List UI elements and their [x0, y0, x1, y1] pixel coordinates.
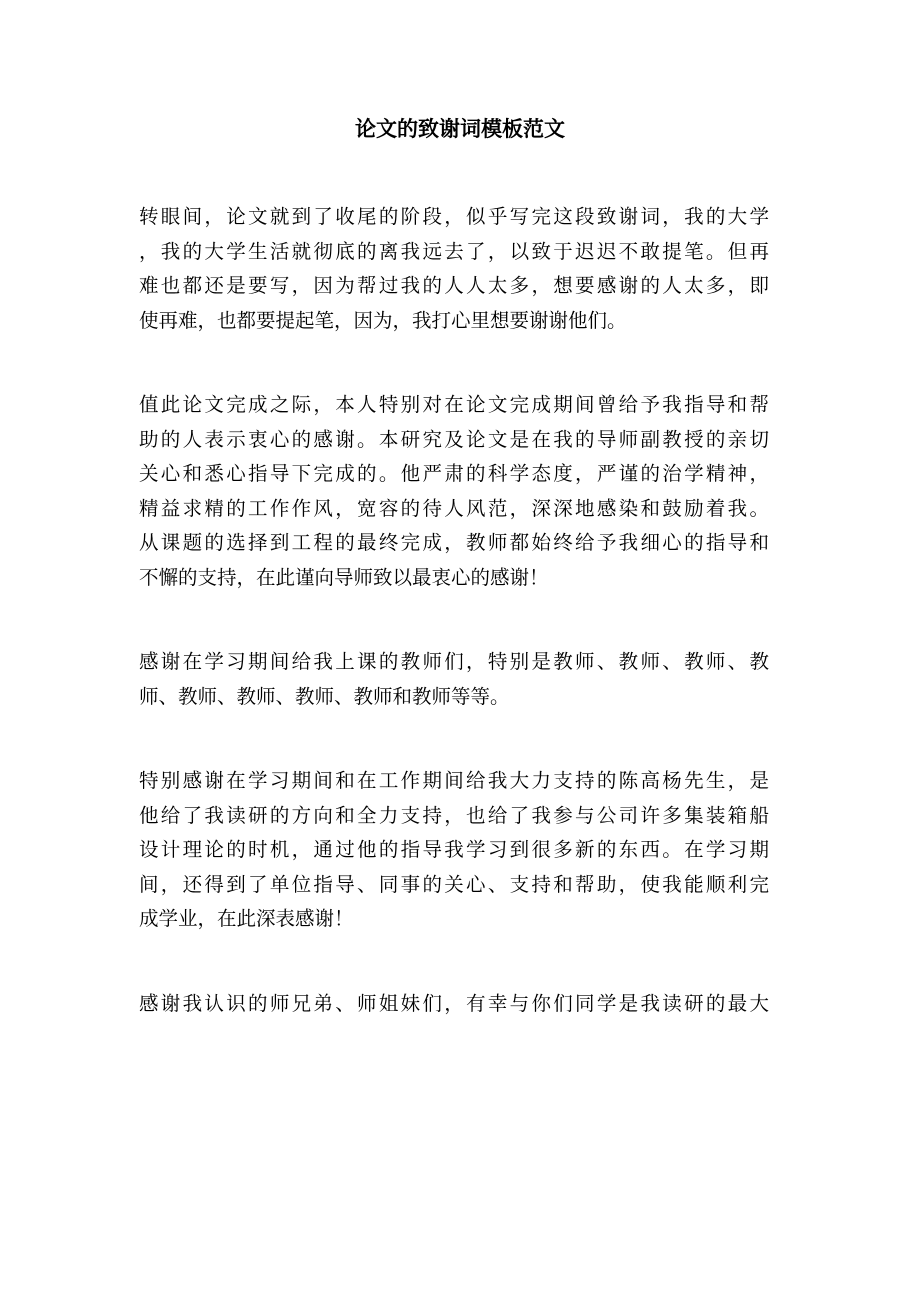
text-line: 助的人表示衷心的感谢。本研究及论文是在我的导师副教授的亲切: [139, 427, 769, 451]
text-line: 他给了我读研的方向和全力支持，也给了我参与公司许多集装箱船: [139, 803, 769, 827]
text-line: 关心和悉心指导下完成的。他严肃的科学态度，严谨的治学精神，: [139, 462, 769, 485]
paragraph-2: [139, 388, 769, 595]
document-title: 论文的致谢词模板范文: [355, 116, 565, 141]
text-line: 转眼间，论文就到了收尾的阶段，似乎写完这段致谢词，我的大学: [139, 205, 769, 228]
text-line: 值此论文完成之际，本人特别对在论文完成期间曾给予我指导和帮: [139, 393, 769, 416]
text-line: 间，还得到了单位指导、同事的关心、支持和帮助，使我能顺利完: [139, 872, 769, 896]
text-line: 使再难，也都要提起笔，因为，我打心里想要谢谢他们。: [139, 308, 627, 332]
text-line: 不懈的支持，在此谨向导师致以最衷心的感谢！: [139, 565, 549, 589]
paragraph-1: [139, 200, 769, 338]
text-line: 从课题的选择到工程的最终完成，教师都始终给予我细心的指导和: [139, 531, 769, 554]
text-line: ，我的大学生活就彻底的离我远去了，以致于迟迟不敢提笔。但再: [139, 239, 769, 263]
paragraph-5: [139, 987, 769, 1022]
text-line: 感谢我认识的师兄弟、师姐妹们，有幸与你们同学是我读研的最大: [139, 991, 769, 1015]
text-line: 成学业，在此深表感谢！: [139, 907, 354, 930]
paragraph-4: [139, 764, 769, 937]
text-line: 师、教师、教师、教师、教师和教师等等。: [139, 684, 510, 708]
text-line: 精益求精的工作作风，宽容的待人风范，深深地感染和鼓励着我。: [139, 496, 769, 520]
text-line: 特别感谢在学习期间和在工作期间给我大力支持的陈高杨先生，是: [139, 769, 769, 792]
paragraph-3: [139, 645, 769, 714]
text-line: 设计理论的时机，通过他的指导我学习到很多新的东西。在学习期: [139, 838, 769, 861]
text-line: 感谢在学习期间给我上课的教师们，特别是教师、教师、教师、教: [139, 650, 769, 673]
text-line: 难也都还是要写，因为帮过我的人人太多，想要感谢的人太多，即: [139, 274, 769, 297]
document-body: [139, 200, 769, 1071]
